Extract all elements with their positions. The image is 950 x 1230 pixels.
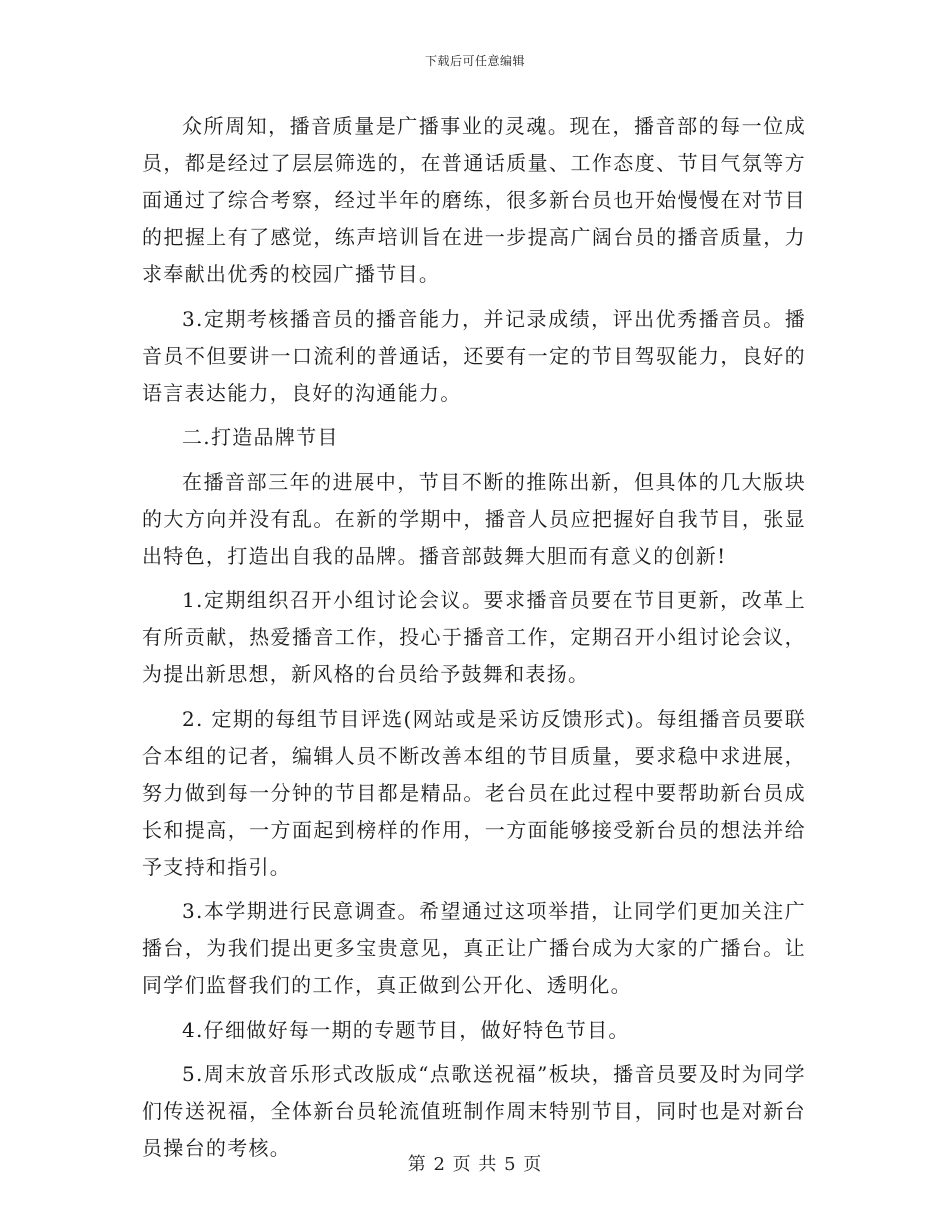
paragraph-brand-intro: 在播音部三年的进展中，节目不断的推陈出新，但具体的几大版块的大方向并没有乱。在新的学期中，播音人员应把握好自我节目，张显出特色，打造出自我的品牌。播音部鼓舞大胆而有意义的创新! — [142, 469, 806, 568]
document-body — [142, 108, 806, 1175]
paragraph-item-2-evaluation: 2. 定期的每组节目评选(网站或是采访反馈形式)。每组播音员要联合本组的记者，编辑人员不断改善本组的节目质量，要求稳中求进展，努力做到每一分钟的节目都是精品。老台员在此过程中要帮助新台员成长和提高，一方面起到榜样的作用，一方面能够接受新台员的想法并给予支持和指引。 — [142, 706, 806, 879]
page-header-note: 下载后可任意编辑 — [424, 54, 525, 68]
paragraph-item-5-weekend-music: 5.周末放音乐形式改版成“点歌送祝福”板块，播音员要及时为同学们传送祝福，全体新台员轮流值班制作周末特别节目，同时也是对新台员操台的考核。 — [142, 1062, 806, 1160]
paragraph-broadcast-quality: 众所周知，播音质量是广播事业的灵魂。现在，播音部的每一位成员，都是经过了层层筛选的，在普通话质量、工作态度、节目气氛等方面通过了综合考察，经过半年的磨练，很多新台员也开始慢慢在对节目的把握上有了感觉，练声培训旨在进一步提高广阔台员的播音质量，力求奉献出优秀的校园广播节目。 — [142, 114, 806, 286]
paragraph-item-3-assessment: 3.定期考核播音员的播音能力，并记录成绩，评出优秀播音员。播音员不但要讲一口流利的普通话，还要有一定的节目驾驭能力，良好的语言表达能力，良好的沟通能力。 — [142, 306, 806, 405]
page-number: 第 2 页 共 5 页 — [407, 1154, 543, 1175]
paragraph-item-1-meetings: 1.定期组织召开小组讨论会议。要求播音员要在节目更新，改革上有所贡献，热爱播音工作，投心于播音工作，定期召开小组讨论会议，为提出新思想，新风格的台员给予鼓舞和表扬。 — [142, 588, 806, 686]
paragraph-item-4-special-programs: 4.仔细做好每一期的专题节目，做好特色节目。 — [182, 1017, 630, 1042]
section-heading-brand-programs: 二.打造品牌节目 — [182, 425, 339, 449]
paragraph-item-3-survey: 3.本学期进行民意调查。希望通过这项举措，让同学们更加关注广播台，为我们提出更多宝贵意见，真正让广播台成为大家的广播台。让同学们监督我们的工作，真正做到公开化、透明化。 — [142, 899, 806, 997]
